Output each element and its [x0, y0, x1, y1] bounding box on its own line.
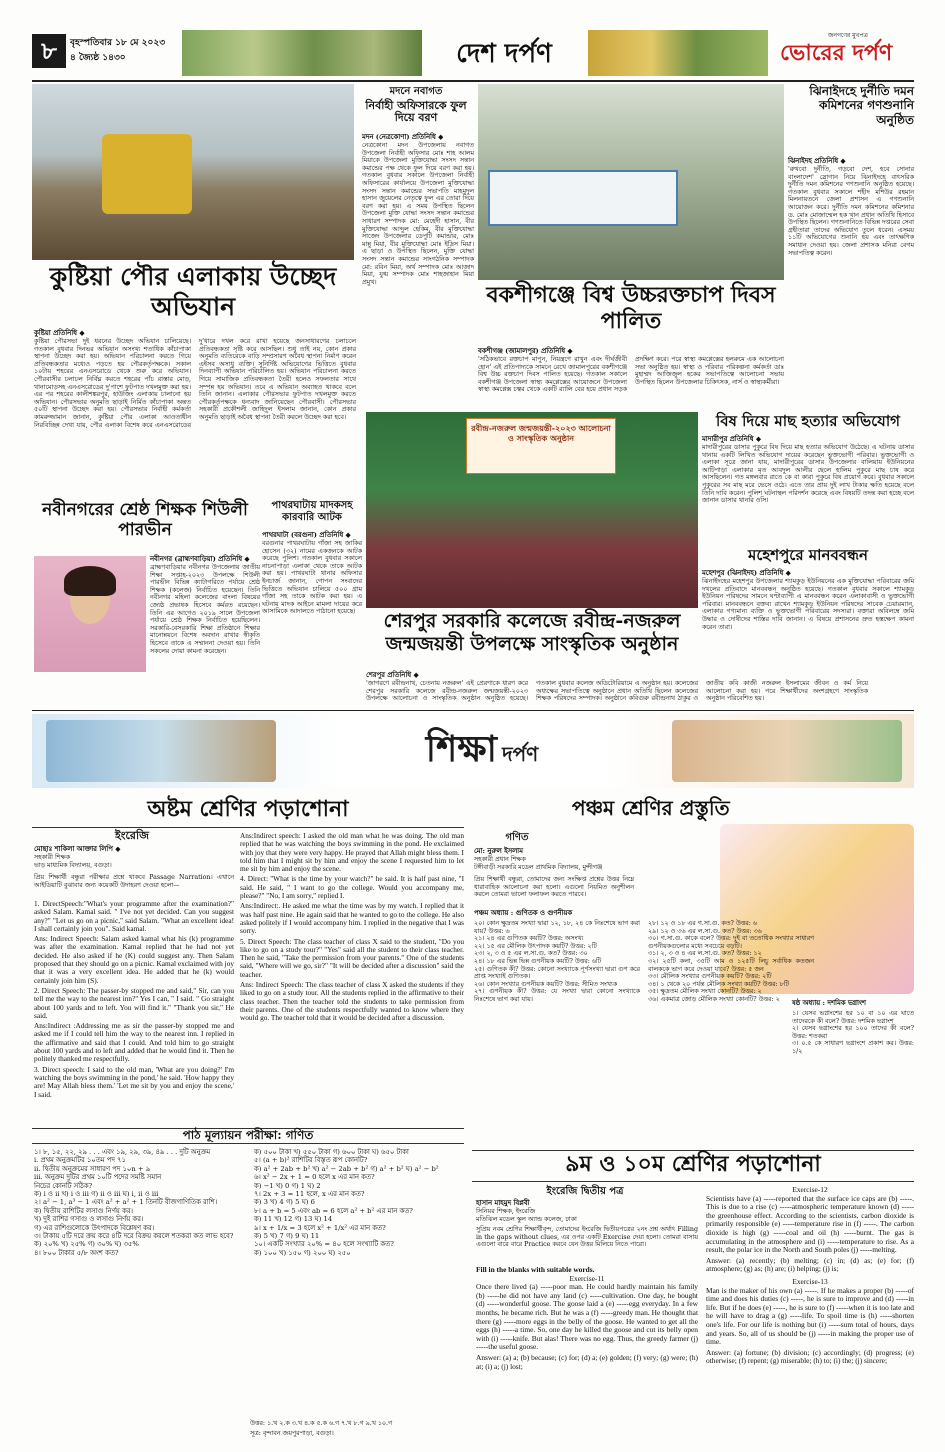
students-illustration-right — [672, 720, 902, 782]
ex13-answer: Answer: (a) fortune; (b) division; (c) accordingly; (d) progress; (e) otherwise; (f) repent; (g) miserable; (h) to; (i) the; (j) sincere; — [706, 1347, 914, 1366]
bokshiganj-photo — [478, 84, 784, 280]
class8-col1 — [34, 900, 234, 1124]
teacher-portrait — [34, 556, 146, 672]
class910-title: ৯ম ও ১০ম শ্রেণির পড়াশোনা — [472, 1150, 914, 1182]
q1: 1. DirectSpeech:"What's your programme after the examination?" asked Salam. Kamal said. " I've not yet decided. Can you suggest any?" "Let us go on a picnic," said Salam. "What an excellent idea! I shall certainly join you". Said kamal. — [34, 899, 234, 933]
class8-school: ভাড় মাধ্যমিক বিদ্যালয়, বগুড়া। — [34, 862, 112, 869]
sherpur-banner — [466, 418, 616, 474]
class5-school: টঙ্গীবাড়ী সরকারি মডেল প্রাথমিক বিদ্যালয়, মুন্সীগঞ্জ — [474, 864, 603, 871]
nabinagar-headline: নবীনগরের শ্রেষ্ঠ শিক্ষক শিউলী পারভীন — [42, 500, 248, 541]
class910-teacher-role: সিনিয়র শিক্ষক, ইংরেজি — [476, 1208, 536, 1215]
kushtia-body: কুষ্টিয়া পৌরসভা দুই ধরনের উচ্ছেদ অভিযান চালিয়েছে। গতকাল বুধবার দিনভর অভিযান অসংখ্য শতাধিক কাঁচাপাকা স্থাপনা উচ্ছেদ করা হয়। অভিযান পরিচালনা করতে গিয়ে প্রতিবন্ধকতার মধ্যেও পড়তে হয় পৌরকর্তৃপক্ষকে। সকাল ১০টায় শহরের এনএসরোডে থেকে শুরু করে অভিযান। পৌরবাসীর চলাচল নির্বিঘ্ন করতে শহরের পাঁচ রাস্তার মোড়, থানামোড়সহ এনএসরোডের দু'পাশে ফুটপাত দখলমুক্ত করা হয়। এর পর শহরের কালীশঙ্করপুর, হাউজিং এলাকায় চালানো হয় অভিযান। পৌরসভার অনুমতি ছাড়াই নির্মিত কাঁচাপাকা অন্তত ৫০টি স্থাপনা উচ্ছেদ করা হয়। পৌরসভার নির্বাহী কর্মকর্তা কামরুজ্জামান জানান, কুষ্টিয়া পৌর এলাকা আওতাধীন নিরবিচ্ছিন্ন দেখা যায়, পৌর এলাকা বিশেষ করে এনএসরোডের দু'ধারে দখল করে রাখা হয়েছে জনসাধারণের চলাচলে প্রতিবন্ধকতা সৃষ্টি করে আসছিল। শুধু তাই নয়, কোন প্রকার অনুমতি ব্যতিরেকে বাড়ি সম্প্রসারণ অবৈধ স্থাপনা নির্মাণ করেন এইসব অসাধু ব্যক্তি। সুনির্দিষ্ট অভিযোগের ভিত্তিতে বুধবার দিনব্যাপী অভিযান পরিচালিত হয়। অভিযান পরিচালনা করতে গিয়ে সামাজিক প্রতিবন্ধকতা তৈরী হলেও সফলতার সাথে সম্পন্ন হয় অভিযান। তবে এ অভিযান অব্যাহত থাকবে বলে তিনি জানান। এলাকার পৌরসভার ফুটপাত দখলমুক্ত করতে পৌরকর্তৃপক্ষকে ধন্যবাদ জানিয়েছেন পৌরবাসী। পৌরসভার সহকারী প্রকৌশলী জাহিদুল ইসলাম জানান, কোন প্রকার অনুমতি ছাড়াই অবৈধ স্থাপনা তৈরী করলে উচ্ছেদ করা হবে। — [34, 338, 356, 429]
ex12-title: Exercise-12 — [792, 1185, 828, 1194]
math-item: ৫। (a + b)² রাশিটির বিস্তৃত রূপ কোনটি? — [254, 1156, 368, 1165]
q3: 3. Direct speech: I said to the old man, 'What are you doing?' I'm watching the boys swimming in the pond,' he said. 'How happy they are! May Allah bless them.' 'Let me sit by you and enjoy the scene,' I said. — [34, 1064, 234, 1099]
class5-teacher: মো: নুরুল ইসলাম — [474, 847, 523, 855]
math-item: ৭। 2x + 3 = 11 হলে, x এর মান কত? — [254, 1190, 365, 1199]
class5-intro: প্রিয় শিক্ষার্থী বন্ধুরা, তোমাদের জন্য সংক্ষিপ্ত প্রশ্নের উত্তর নিম্নে ধারাবাহিক আলোচনা করা হলো। এগুলো নিয়মিত অনুশীলন করলে তোমরা ভালো ফলাফল করতে পারবে। — [474, 876, 634, 899]
ex12-text: Scientists have (a) -----reported that the surface ice caps are (b) -----. This is due to a rise (c) -----atmospheric temperature known (d) -----the greenhouse effect. According to the scientists, carbon dioxide is primarily responsible (e) -----temperature rise in (f) -----. The carbon dioxide is high (g) -----coal and oil (h) -----burnt. The gas is accumulating in the atmosphere and (i) -----temperature to rise. As a result, the polar ice in the North and South poles (j) -----melting. — [706, 1193, 914, 1255]
class8-title: অষ্টম শ্রেণির পড়াশোনা — [32, 796, 464, 828]
q5: 5. Direct Speech: The class teacher of class X said to the student, "Do you like to go on a study tour?" "Yes" said all the student to their class teacher. Then he said, "Take the permission from your parents." One of the students said, "Where will we go, sir?" "It will be decided after a discussion" said the teacher. — [240, 936, 464, 979]
class910-subject: ইংরেজি দ্বিতীয় পত্র — [546, 1186, 624, 1197]
class5-item: ২৩। ২, ৩ ও ৫ এর ল.সা.গু. কত? উত্তর: ৩০ — [474, 950, 588, 958]
bokshiganj-byline: বকশীগঞ্জ (জামালপুর) প্রতিনিধি ◆ — [478, 347, 573, 355]
header-rule — [32, 80, 914, 82]
pathorghata-headline: পাথরঘাটায় মাদকসহ কারবারি আটক — [271, 500, 353, 523]
math-item: ৯। x + 1/x = 3 হলে x² + 1/x² এর মান কত? — [254, 1223, 386, 1232]
class5-chapter: পঞ্চম অধ্যায় : গুণিতক ও গুণনীয়ক — [474, 909, 573, 917]
class8-teacher: মোছাঃ শাকিলা আক্তার লিপি ◆ — [34, 845, 121, 853]
class5-item: ২৫। গুণিতক কী? উত্তর: কোনো সংখ্যাকে পূর্ণসংখ্যা দ্বারা গুণ করে প্রাপ্ত সংখ্যাই গুণিতক। — [474, 965, 640, 981]
math-item: ক) দ্বিতীয় রাশিটির লসাগু নির্ণয় কর। — [34, 1206, 133, 1215]
math-item: নিচের কোনটি সঠিক? — [34, 1181, 93, 1190]
math-item: ক) 11 খ) 12 গ) 13 ঘ) 14 — [254, 1215, 333, 1224]
math-item: ১০। একটি সংখ্যার ২০% = ৪০ হলে সংখ্যাটি কত? — [254, 1240, 394, 1249]
fish-byline: মাদারীপুর প্রতিনিধি ◆ — [702, 435, 762, 443]
class5-decimal-item: ২। যেসব ভগ্নাংশের হর ১০০ তাদের কী বলে? উত্তর: শতকরা — [792, 1025, 914, 1040]
class5-item: ৩২। ২৫টি কলা, ৩৫টি আম ও ১২৫টি লিচু সর্বাধিক কতজন বালককে ভাগ করে দেওয়া যাবে? উত্তর: ৫ জন — [648, 957, 814, 973]
math-item: ক) i ও ii খ) i ও iii গ) ii ও iii ঘ) i, ii ও iii — [34, 1190, 159, 1199]
class5-item: ৩১। ২, ৩ ও ৪ এর ল.সা.গু. কত? উত্তর: ১২ — [648, 950, 762, 958]
math-test-items — [34, 1148, 464, 1418]
class5-chapter2: ষষ্ঠ অধ্যায় : দশমিক ভগ্নাংশ — [792, 999, 866, 1007]
class8-intro: প্রিয় শিক্ষার্থী বন্ধুরা পরীক্ষার প্রশ্নে থাকবে Passage Narration। এখানে আইডিয়াটি বুঝাবার জন্য কয়েকটি উদাহরণ দেওয়া হলো— — [34, 874, 234, 889]
a5: Ans: Indirect Speech: The class teacher of class X asked the students if they liked to go on a study tour. All the students replied in the affirmative to their class teacher. Then the teacher told the students to take permission from their parents. One of the students respectfully wanted to know where they would go. The teacher told that it would be decided after a discussion. — [240, 980, 464, 1023]
brand-logo — [780, 36, 914, 72]
class5-item: ২১। ২৪ এর গুণিতক কয়টি? উত্তর: অসংখ্য — [474, 935, 584, 943]
moheshpur-byline: মহেশপুর (ঝিনাইদহ) প্রতিনিধি ◆ — [702, 569, 791, 577]
math-item: ৮। a + b = 5 এবং ab = 6 হলে a² + b² এর মান কত? — [254, 1206, 413, 1215]
class5-decimal-item: ৩। ০.৫ কে সাধারণ ভগ্নাংশে প্রকাশ কর। উত্তর: ১/২ — [792, 1040, 914, 1055]
math-item: ৩। টাকায় ৫টি দরে ক্রয় করে ৪টি দরে বিক্রয় করলে শতকরা কত লাভ হবে? — [34, 1232, 234, 1241]
class5-item: ২৪। ১৮ এর ভিন্ন ভিন্ন গুণনীয়ক কয়টি? উত্তর: ৬টি — [474, 957, 602, 965]
ex11-answer: Answer: (a) a; (b) because; (c) for; (d) a; (e) golden; (f) very; (g) were; (h) at; (i) a; (j) lost; — [476, 1352, 698, 1371]
header-photo-strip-right — [588, 30, 768, 76]
class5-item: ২৯। ১২ ও ৩৬ এর ল.সা.গু. কত? উত্তর: ৩৬ — [648, 927, 762, 935]
date-line: বৃহস্পতিবার ১৮ মে ২০২৩ — [70, 38, 166, 48]
fish-headline: বিষ দিয়ে মাছ হত্যার অভিযোগ — [716, 412, 900, 430]
class5-item: ২০। কোন ক্ষুদ্রতম সংখ্যা দ্বারা ১২, ১৮, ২৪ কে নিঃশেষে ভাগ করা যায়? উত্তর: ৬ — [474, 920, 640, 935]
a2: Ans:Indirect :Addressing me as sir the passer-by stopped me and asked me if I could tell him the way to the nearest inn. I replied in the affirmative and said that I could. And told him to go straight about 100 yards and to left and added that he would find it. Then he politely thanked me respectfully. — [34, 1021, 234, 1064]
education-title-2: দর্পণ — [502, 742, 539, 766]
math-item: খ) দুই রাশির গসাগু ও লসাগু নির্ণয় কর। — [34, 1215, 144, 1224]
class5-item: ৩৪। ১ থেকে ২০ পর্যন্ত মৌলিক সংখ্যা কয়টি? উত্তর: ৮টি — [648, 980, 789, 988]
a4: Ans:Indirect:. He asked me what the time was by my watch. I replied that it was half past nine. He again said that he wanted to go to the college. He also asked politely if I would accompany him. I replied in the negative that I was sorry. — [240, 901, 464, 936]
modon-body: নেত্রকোনা মদন উপজেলায় নবাগত উপজেলা নির্বাহী অফিসার মোঃ শাহ আলম মিয়াকে উপজেলা মুক্তিযোদ্ধা সংসদ সন্তান কমান্ডের পক্ষ থেকে ফুল দিয়ে বরণ করা হয়। গতকাল বুধবার সকালে উপজেলা নির্বাহী অফিসারের কার্যালয়ে উপজেলা মুক্তিযোদ্ধা সংসদ সন্তান কমান্ডের সভাপতি মাহমুদুল হাসান জুয়েলের নেতৃত্বে ফুল এর তোরা দিয়ে বরণ করা হয়। এ সময় উপস্থিত ছিলেন উপজেলা মুক্তি যোদ্ধা সংসদ সন্তান কমান্ডের সাধারণ সম্পাদক মো: মেহেদী হাসান, বীর মুক্তিযোদ্ধা আব্দুল হেকিম, বীর মুক্তিযোদ্ধা সাজেদ উপজেলার ডেপুটি কমান্ডার, মোঃ মান্নু মিয়া, বীর মুক্তিযোদ্ধা মোঃ ইদ্রিস মিয়া। এ ছাড়া ও উপস্থিত ছিলেন, মুক্তি যোদ্ধা সংসদ সন্তান কমান্ডের সাংগঠনিক সম্পাদক মো: রবিন মিয়া, অর্থ সম্পাদক মোঃ আজাদ মিয়া, যুগ্ম সম্পাদক মোঃ শাহজাহান মিয়া প্রমুখ। — [362, 142, 474, 286]
class5-decimal-item: ১। যেসব ভগ্নাংশের হর ১০ বা ১০ এর ঘাতে তাদেরকে কী বলে? উত্তর: দশমিক ভগ্নাংশ — [792, 1010, 914, 1025]
modon-byline: মদন (নেত্রকোণা) প্রতিনিধি ◆ — [362, 133, 444, 141]
math-item: ক) 5 খ) 7 গ) 9 ঘ) 11 — [254, 1232, 320, 1241]
bokshiganj-headline: বকশীগঞ্জে বিশ্ব উচ্চরক্তচাপ দিবস পালিত — [486, 282, 776, 335]
education-title-1: শিক্ষা — [425, 728, 497, 770]
section-divider — [32, 710, 914, 711]
ex11-text: Once there lived (a) -----poor man. He could hardly maintain his family (b) -----he did not have any land (c) -----cultivation. One day, he bought (d) -----wonderful goose. The goose laid a (e) -----egg everyday. In a few months, he became rich. But he was a (f) -----greedy man. He thought that there (g) -----more eggs in the belly of the goose. He wanted to get all the eggs (h) -----a time. So, one day he killed the goose and cut its belly open with (i) -----knife. But alas! There was no egg. Thus, the greedy farmer (j) -----the useful goose. — [476, 1282, 698, 1352]
excavator-shape — [102, 134, 192, 214]
a1: Ans: Indirect Speech: Salam asked kamal what his (k) programme was after the examination. Kamal replied that he had not yet decided. He also asked if he (K) could suggest any. Then Salam proposed that they should go on a picnic. Kamal exclaimed with joy that it was a very excellent idea. He added that he (k) would certainly join him (S). — [34, 934, 234, 985]
sherpur-banner-text: রবীন্দ্র-নজরুল জন্মজয়ন্তী-২০২৩ আলোচনা ও সাংস্কৃতিক অনুষ্ঠান — [471, 423, 611, 443]
math-item: ৪। ৮০০ টাকার ৫/৮ অংশ কত? — [34, 1248, 119, 1257]
jhenaidah-byline: ঝিনাইদহ প্রতিনিধি ◆ — [788, 157, 846, 165]
jhenaidah-body: 'রুখবো দুর্নীতি, গড়বো দেশ, হবে সোনার বাংলাদেশ' স্লোগান নিয়ে ঝিনাইদহে বাৎসরিক দুর্নীতি দমন কমিশনের গণশুনানি অনুষ্ঠিত হয়েছে। গতকাল বুধবার সকালে শহীদ মশিউর রহমান মিলনায়তনে জেলা প্রশাসন এ গণশুনানি আয়োজন করে। দুর্নীতি দমন কমিশনের কমিশনার ড. মোঃ মোজাম্মেল হক খান প্রধান অতিথি হিসাবে উপস্থিত ছিলেন। গণশুনানিতে বিভিন্ন দপ্তরের সেবা গ্রহীতারা তাদের অভিযোগ তুলে ধরেন। এসময় ১১টি অভিযোগের শুনানি হয় এবং তাৎক্ষণিক সমাধান দেওয়া হয়। জেলা প্রশাসক মনিরা বেগম সভাপতিত্ব করেন। — [788, 166, 914, 257]
ex12-answer: Answer: (a) recently; (b) melting; (c) in; (d) as; (e) for; (f) atmosphere; (g) as; (h) are; (i) helping; (j) is; — [706, 1255, 914, 1274]
math-item: ক) a² + 2ab + b² খ) a² − 2ab + b² গ) a² + b² ঘ) a² − b² — [254, 1164, 439, 1173]
math-item: ক) −1 খ) 0 গ) 1 ঘ) 2 — [254, 1181, 321, 1190]
class5-teacher-role: সহকারী প্রধান শিক্ষক — [474, 856, 526, 863]
q4: 4. Direct: "What is the time by your watch?" he said. It is half past nine, "I said. He said, " I want to go the college. Would you accompany me, please?" "No, I am sorry," replied I. — [240, 874, 464, 901]
math-test-title: পাঠ মূল্যায়ন পরীক্ষা: গণিত — [32, 1128, 464, 1144]
class910-intro: সুপ্রিয় নবম শ্রেণির শিক্ষার্থীবৃন্দ, তোমাদের ইংরেজি দ্বিতীয়পত্রের ২নং প্রশ্ন অর্থাৎ Filling in the gaps without clues, এর ওপর একটি Exercise দেয়া হলো। তোমরা বাসায় এগুলো বারে বারে Practice করবে যেন উত্তর মিলিয়ে নিতে পারো। — [476, 1226, 698, 1249]
modon-headline-1: মদনে নবাগত — [389, 86, 443, 97]
pathorghata-body: বরগুনার পাথরঘাটায় গাঁজা সহ জাকির হোসেন (৩২) নামের একজনকে আটক করেছে পুলিশ। গতকাল বুধবার সকালে নাচনাপাড়া এলাকা থেকে তাকে আটক করা হয়। পাথরঘাটা থানার অফিসার ইনচার্জ জানান, গোপন সংবাদের ভিত্তিতে অভিযান চালিয়ে ৫০০ গ্রাম গাঁজা সহ তাকে আটক করা হয়। এ ঘটনায় মাদক আইনে মামলা দায়ের করে আসামিকে আদালতে পাঠানো হয়েছে। — [262, 540, 362, 616]
math-item: iii. অনুক্রম দুটির প্রথম ১০টি পদের সমষ্টি সমান — [34, 1173, 162, 1182]
math-item: ক) ২০% খ) ২৫% গ) ৩০% ঘ) ৩৫% — [34, 1240, 139, 1249]
kushtia-headline: কুষ্টিয়া পৌর এলাকায় উচ্ছেদ অভিযান — [49, 262, 337, 321]
math-item: ক) 3 খ) 4 গ) 5 ঘ) 6 — [254, 1198, 315, 1207]
page-header — [32, 30, 914, 80]
math-item: ১। ৮, ১৫, ২২, ২৯ . . . এবং ১৯, ২৯, ৩৯, ৪৯ . . . দুটি অনুক্রম — [34, 1148, 211, 1156]
class5-item: ২৮। ১২ ও ১৮ এর গ.সা.গু. কত? উত্তর: ৬ — [648, 920, 757, 927]
moheshpur-headline: মহেশপুরে মানববন্ধন — [748, 546, 868, 564]
class910-school: মতিঝিল মডেল স্কুল অ্যান্ড কলেজ, ঢাকা — [476, 1216, 577, 1223]
math-item: i. প্রথম অনুক্রমটির ১০তম পদ ৭১ — [34, 1156, 126, 1165]
pathorghata-byline: পাথরঘাটা (বরগুনা) প্রতিনিধি ◆ — [262, 531, 351, 539]
math-item: ২। a² − 1, a³ − 1 এবং a² + a² + 1 তিনটি বীজগাণিতিক রাশি। — [34, 1198, 218, 1207]
class910-col2 — [706, 1186, 914, 1444]
kushtia-photo — [32, 84, 354, 260]
class5-item: ৩৬। একমাত্র জোড় মৌলিক সংখ্যা কোনটি? উত্তর: ২ — [648, 995, 780, 1003]
education-title — [372, 722, 592, 778]
sherpur-byline: শেরপুর প্রতিনিধি ◆ — [366, 671, 419, 679]
sherpur-photo — [366, 412, 698, 608]
math-item: ii. দ্বিতীয় অনুক্রমের সাধারণ পদ ১০n + ৯ — [34, 1164, 151, 1173]
class5-subject: গণিত — [505, 832, 529, 843]
students-illustration-left — [46, 720, 276, 782]
math-item: ক) ৫০০ টাকা খ) ৫৫০ টাকা গ) ৬০০ টাকা ঘ) ৬৫০ টাকা — [254, 1148, 409, 1156]
class8-teacher-role: সহকারী শিক্ষক — [34, 854, 71, 861]
ex13-text: Man is the maker of his own (a) -----. If he makes a proper (b) -----of time and does his duties (c) -----, he is sure to improve and (d) -----in life. But if he does (e) -----, he is sure to (f) -----when it is too late and he will have to drag a (g) -----life. To spoil time is (h) -----shorten one's life. For our life is nothing but (i) -----sum total of hours, days and years. So, all of us should be (j) -----in making the proper use of time. — [706, 1285, 914, 1347]
class5-title: পঞ্চম শ্রেণির প্রস্তুতি — [572, 796, 730, 820]
class5-item: ২২। ১৫ এর মৌলিক উৎপাদক কয়টি? উত্তর: ২টি — [474, 942, 597, 950]
class5-item: ৩৩। মৌলিক সংখ্যার গুণনীয়ক কয়টি? উত্তর: ২টি — [648, 973, 772, 981]
brand-tagline: জনগণের মুখপত্র — [828, 32, 868, 39]
math-item: গ) এর রাশিগুলোকে উৎপাদকে বিশ্লেষণ কর। — [34, 1223, 155, 1232]
section-title: দেশ দর্পণ — [456, 39, 552, 69]
class8-col2 — [240, 832, 464, 1124]
ex11-title: Exercise-11 — [569, 1273, 605, 1283]
nabinagar-byline: নবীনগর (ব্রাহ্মণবাড়িয়া) প্রতিনিধি ◆ — [150, 555, 250, 563]
fill-blanks-instruction: Fill in the blanks with suitable words. — [476, 1265, 595, 1274]
page-number: ৮ — [32, 34, 66, 68]
nabinagar-body: ব্রাহ্মণবাড়িয়ার নবীনগর উপজেলায় জাতীয় শিক্ষা সপ্তাহ-২০২৩ উপলক্ষে শিউলী পারভীন বিভিন্ন ক্যাটাগরিতে পর্যায়ে শ্রেষ্ঠ শিক্ষক (কলেজ) নির্বাচিত হয়েছেন। তিনি নবীনগর মহিলা কলেজের বাংলা বিষয়ের জ্যেষ্ঠ প্রভাষক হিসেবে কর্মরত রয়েছেন। তিনি এর আগেও ২০১৯ সালে উপজেলা পর্যায়ে শ্রেষ্ঠ শিক্ষক নির্বাচিত হয়েছিলেন। সরকারি-বেসরকারি শিক্ষা প্রতিষ্ঠানে শিক্ষার মানোন্নয়নে বিশেষ অবদান রাখার স্বীকৃতি হিসেবে তাকে এ সম্মাননা দেওয়া হয়। তিনি সকলের দোয়া কামনা করেছেন। — [150, 564, 260, 655]
class5-item: ২৬। কোন সংখ্যার গুণনীয়ক কয়টি? উত্তর: সীমিত সংখ্যক — [474, 980, 618, 988]
a3: Ans:Indirect speech: I asked the old man what he was doing. The old man replied that he was watching the boys swimming in the pond. He exclaimed with joy that they were very happy. He prayed that Allah might bless them. I told him that I might sit by him and enjoy the scene I requested him to let me sit by him and enjoy the scene. — [240, 831, 464, 874]
bangla-date: ৪ জ্যৈষ্ঠ ১৪৩০ — [70, 53, 126, 63]
class5-items2 — [792, 1010, 914, 1146]
ex13-title: Exercise-13 — [792, 1276, 828, 1286]
moheshpur-body: ঝিনাইদহের মহেশপুর উপজেলার শ্যামকুড় ইউনিয়নের এক মুক্তিযোদ্ধা পরিবারের জমি দখলের প্রতিবাদে মানববন্ধন অনুষ্ঠিত হয়েছে। গতকাল বুধবার সকালে শ্যামকুড় ইউনিয়ন পরিষদের সামনে ঘণ্টাব্যাপী এ মানববন্ধন করেন এলাকাবাসী ও ভুক্তভোগী পরিবার। মানববন্ধনে বক্তব্য রাখেন শ্যামকুড় ইউনিয়ন পরিষদের সাবেক চেয়ারম্যান, এলাকার গণ্যমান্য ব্যক্তি ও ভুক্তভোগী পরিবারের সদস্যরা। বক্তারা অবিলম্বে জমি উদ্ধার ও দোষীদের শাস্তির দাবি জানান। এ বিষয়ে প্রশাসনের দ্রুত হস্তক্ষেপ কামনা করেন তারা। — [702, 578, 914, 631]
sherpur-headline: শেরপুর সরকারি কলেজে রবীন্দ্র-নজরুল জন্মজয়ন্তী উপলক্ষে সাংস্কৃতিক অনুষ্ঠান — [383, 610, 681, 655]
banner-shape — [488, 170, 678, 226]
class5-item: ২৭। গুণনীয়ক কী? উত্তর: যে সংখ্যা দ্বারা কোনো সংখ্যাকে নিঃশেষে ভাগ করা যায়। — [474, 988, 640, 1003]
q2: 2. Direct Speech: The passer-by stopped me and said," Sir, can you tell me the way to the nearest inn?" Yes I can, " I said. " Go straight about 100 yards and to left. You will find it." "Thank you sir," He said. — [34, 985, 234, 1020]
modon-headline-2: নির্বাহী অফিসারকে ফুল দিয়ে বরণ — [365, 99, 467, 124]
math-item: ৬। x² − 2x + 1 = 0 হলে x এর মান কত? — [254, 1173, 375, 1182]
class910-col1 — [476, 1266, 698, 1444]
jhenaidah-headline: ঝিনাইদহে দুর্নীতি দমন কমিশনের গণশুনানি অনুষ্ঠিত — [809, 84, 914, 127]
class8-subject: ইংরেজি — [115, 829, 149, 842]
education-banner — [32, 714, 914, 788]
math-source: সূত্র: বৃন্দাবন জয়পুরপাড়া, বগুড়া। — [250, 1430, 334, 1437]
math-item: ক) ১০০ খ) ১৫০ গ) ২০০ ঘ) ২৫০ — [254, 1248, 351, 1257]
class910-teacher: হাসান মাহমুদ বিপ্লবী — [476, 1199, 530, 1207]
class5-item: ৩০। গ.সা.গু. কাকে বলে? উত্তর: দুই বা ততোধিক সংখ্যার সাধারণ গুণনীয়কগুলোর মধ্যে সবচেয়ে বড়টি। — [648, 935, 814, 950]
brand-name: ভোরের দর্পণ — [780, 40, 893, 66]
bokshiganj-body: 'সঠিকভাবে রক্তচাপ মাপুন, নিয়ন্ত্রণে রাখুন এবং দীর্ঘজীবী হোন' এই প্রতিপাদ্যকে সামনে রেখে জামালপুরের বকশীগঞ্জে বিশ্ব উচ্চ রক্তচাপ দিবস পালিত হয়েছে। গতকাল সকালে বকশীগঞ্জ উপজেলা স্বাস্থ্য কমপ্লেক্সের আয়োজনে উপজেলা স্বাস্থ্য কমপ্লেক্স চত্বর থেকে একটি র‍্যালি বের হয়ে প্রধান সড়ক প্রদক্ষিণ করে। পরে স্বাস্থ্য কমপ্লেক্সের হলরুমে এক আলোচনা সভা অনুষ্ঠিত হয়। স্বাস্থ্য ও পরিবার পরিকল্পনা কর্মকর্তা ডাঃ মুহাম্মদ আজিজুল হকের সভাপতিত্বে আলোচনা সভায় উপস্থিত ছিলেন উপজেলার চিকিৎসক, নার্স ও স্বাস্থ্যকর্মীরা। — [478, 356, 784, 394]
class5-items — [474, 920, 814, 1146]
math-answers: উত্তর: ১.খ ২.ক ৩.খ ৪.ক ৫.ক ৬.গ ৭.খ ৮.গ ৯.খ ১০.গ — [250, 1420, 393, 1427]
class5-item: ৩৫। ক্ষুদ্রতম মৌলিক সংখ্যা কোনটি? উত্তর: ২ — [648, 988, 762, 996]
kushtia-byline: কুষ্টিয়া প্রতিনিধি ◆ — [34, 329, 85, 337]
portrait-hair — [64, 566, 116, 596]
sherpur-body: 'জাগরণে রবীন্দ্রনাথ, চেতনায় নজরুল' এই প্রেরণাকে ধারণ করে শেরপুর সরকারি কলেজে রবীন্দ্র-নজরুল জন্মজয়ন্তী-২০২৩ উপলক্ষে আলোচনা ও সাংস্কৃতিক অনুষ্ঠান অনুষ্ঠিত হয়েছে। গতকাল বুধবার কলেজ অডিটোরিয়ামে এ অনুষ্ঠান হয়। কলেজের অধ্যক্ষের সভাপতিত্বে অনুষ্ঠানে প্রধান অতিথি ছিলেন কলেজের শিক্ষক পরিষদের সম্পাদক। অনুষ্ঠানে কবিগুরু রবীন্দ্রনাথ ঠাকুর ও জাতীয় কবি কাজী নজরুল ইসলামের জীবন ও কর্ম নিয়ে আলোচনা করা হয়। পরে শিক্ষার্থীদের অংশগ্রহণে সাংস্কৃতিক অনুষ্ঠান পরিবেশিত হয়। — [366, 680, 868, 703]
fish-body: মাদারীপুরের ডাসার পুকুরে বিষ দিয়ে মাছ হত্যার অভিযোগ উঠেছে। এ ঘটনায় ডাসার থানায় একটি লিখিত অভিযোগ দায়ের করেছেন ভুক্তভোগী পরিবার। ভুক্তভোগী ও এলাকা সূত্রে জানা যায়, মাদারীপুরের ডাসার উপজেলার বালিয়ায় ইউনিয়নের আটিপাড়া এলাকার মৃত আবদুল আলীর ছেলে হালিম পুকুরে মাছ চাষ করে আসছিলেন। গত মঙ্গলবার রাতে কে বা কারা পুকুরে বিষ প্রয়োগ করে। বুধবার সকালে পুকুরের সব মাছ মরে ভেসে ওঠে। এতে তার প্রায় দুই লাখ টাকার ক্ষতি হয়েছে বলে তিনি দাবি করেন। পুলিশ ঘটনাস্থল পরিদর্শন করেছে এবং বিষয়টি তদন্ত করা হচ্ছে বলে জানান ডাসার থানার ওসি। — [702, 444, 914, 505]
header-photo-strip-left — [182, 30, 422, 76]
